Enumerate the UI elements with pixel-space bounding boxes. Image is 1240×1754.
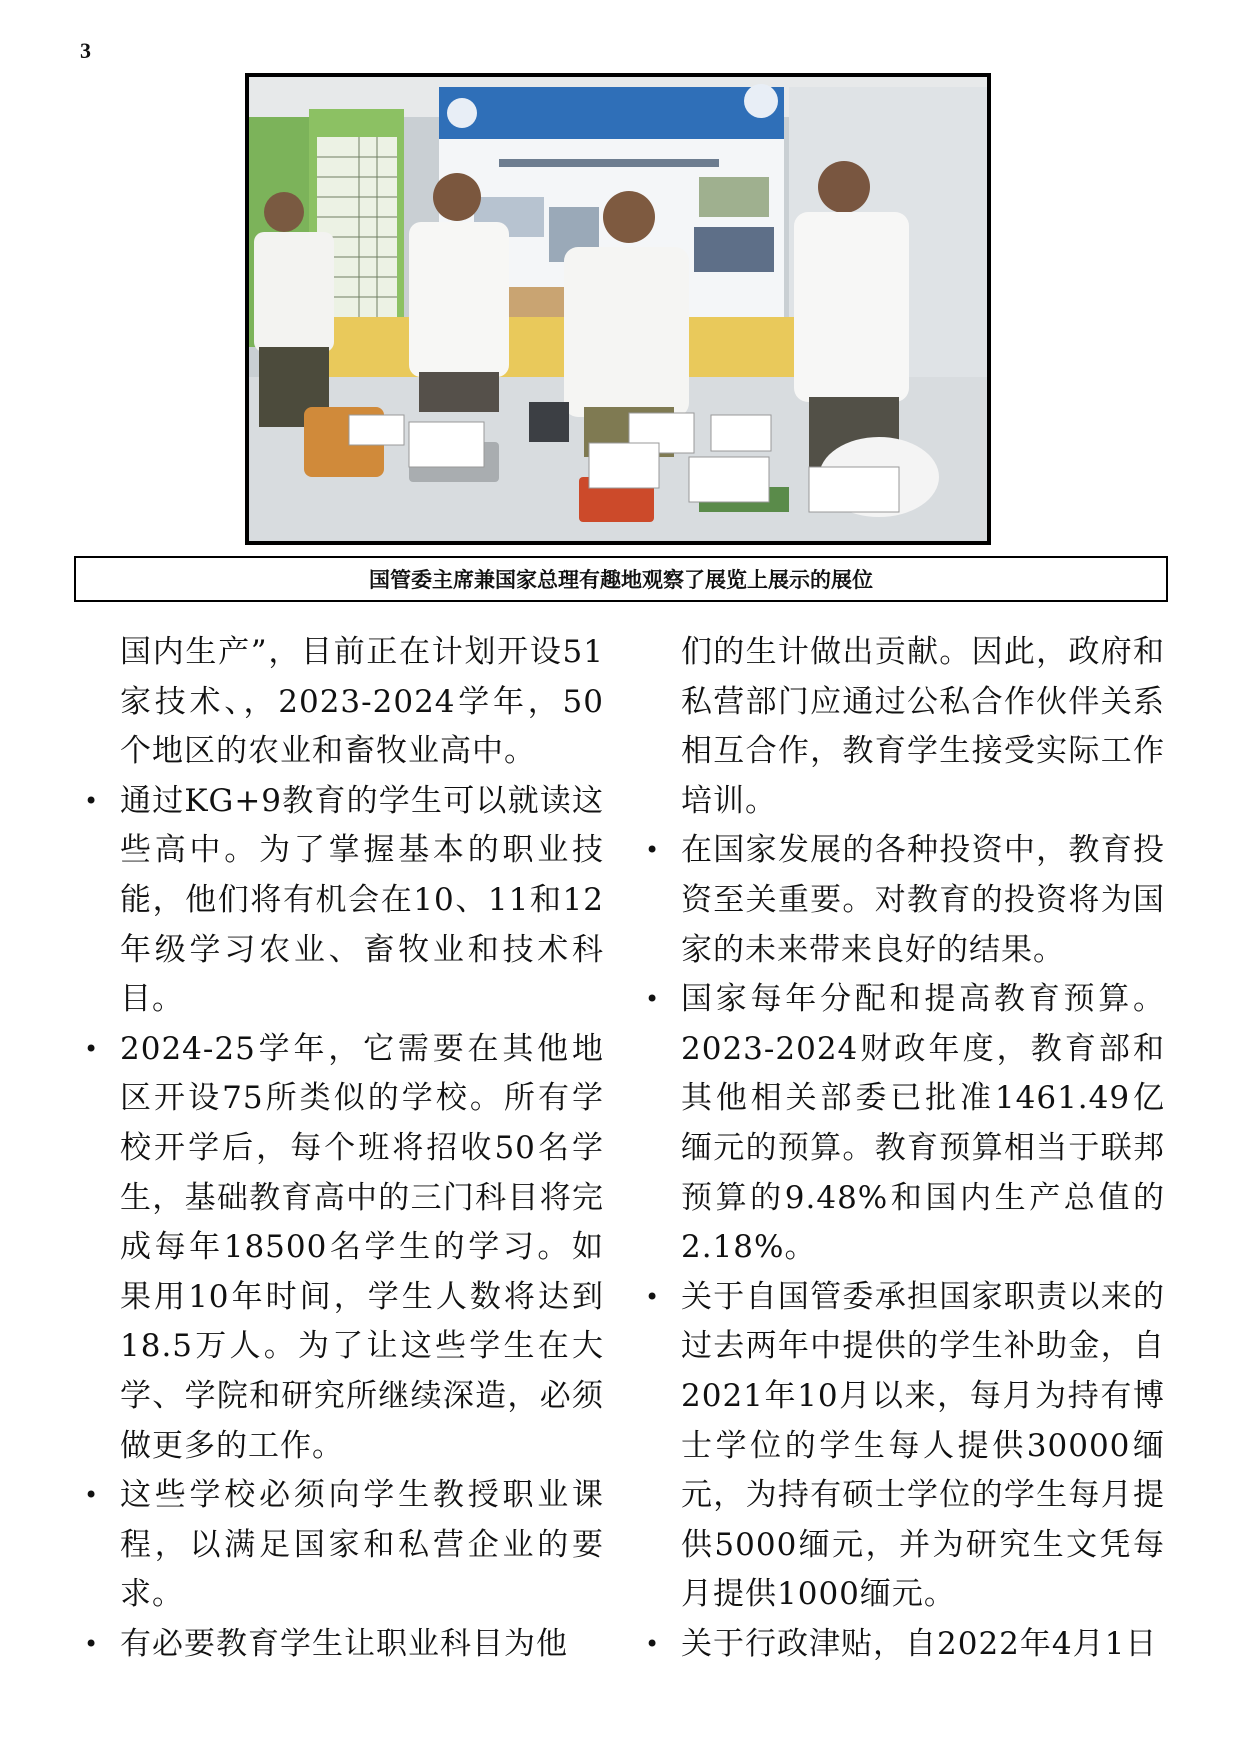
bullet-item: • 通过KG+9教育的学生可以就读这些高中。为了掌握基本的职业技能，他们将有机会在10、11和12年级学习农业、畜牧业和技术科目。 bbox=[84, 777, 604, 1025]
right-column bbox=[645, 628, 1165, 1669]
exhibition-photo bbox=[245, 73, 991, 545]
bullet-item: • 这些学校必须向学生教授职业课程，以满足国家和私营企业的要求。 bbox=[84, 1471, 604, 1620]
bullet-item: • 在国家发展的各种投资中，教育投资至关重要。对教育的投资将为国家的未来带来良好的结果。 bbox=[645, 826, 1165, 975]
bullet-item: • 有必要教育学生让职业科目为他 bbox=[84, 1620, 604, 1670]
bullet-item: • 关于行政津贴，自2022年4月1日 bbox=[645, 1620, 1165, 1670]
paragraph: 国内生产”，目前正在计划开设51家技术、，2023-2024学年，50个地区的农业和畜牧业高中。 bbox=[120, 634, 604, 770]
page-number: 3 bbox=[80, 38, 91, 63]
bullet-item: • 国家每年分配和提高教育预算。2023-2024财政年度，教育部和其他相关部委已批准1461.49亿缅元的预算。教育预算相当于联邦预算的9.48%和国内生产总值的2.18%。 bbox=[645, 975, 1165, 1273]
photo-caption: 国管委主席兼国家总理有趣地观察了展览上展示的展位 bbox=[74, 556, 1168, 602]
bullet-item: • 关于自国管委承担国家职责以来的过去两年中提供的学生补助金，自2021年10月以来，每月为持有博士学位的学生每人提供30000缅元，为持有硕士学位的学生每月提供5000缅元，并为研究生文凭每月提供1000缅元。 bbox=[645, 1273, 1165, 1620]
bullet-item: • 2024-25学年，它需要在其他地区开设75所类似的学校。所有学校开学后，每个班将招收50名学生，基础教育高中的三门科目将完成每年18500名学生的学习。如果用10年时间，学生人数将达到18.5万人。为了让这些学生在大学、学院和研究所继续深造，必须做更多的工作。 bbox=[84, 1025, 604, 1471]
paragraph: 们的生计做出贡献。因此，政府和私营部门应通过公私合作伙伴关系相互合作，教育学生接受实际工作培训。 bbox=[681, 634, 1165, 819]
left-column bbox=[84, 628, 604, 1669]
